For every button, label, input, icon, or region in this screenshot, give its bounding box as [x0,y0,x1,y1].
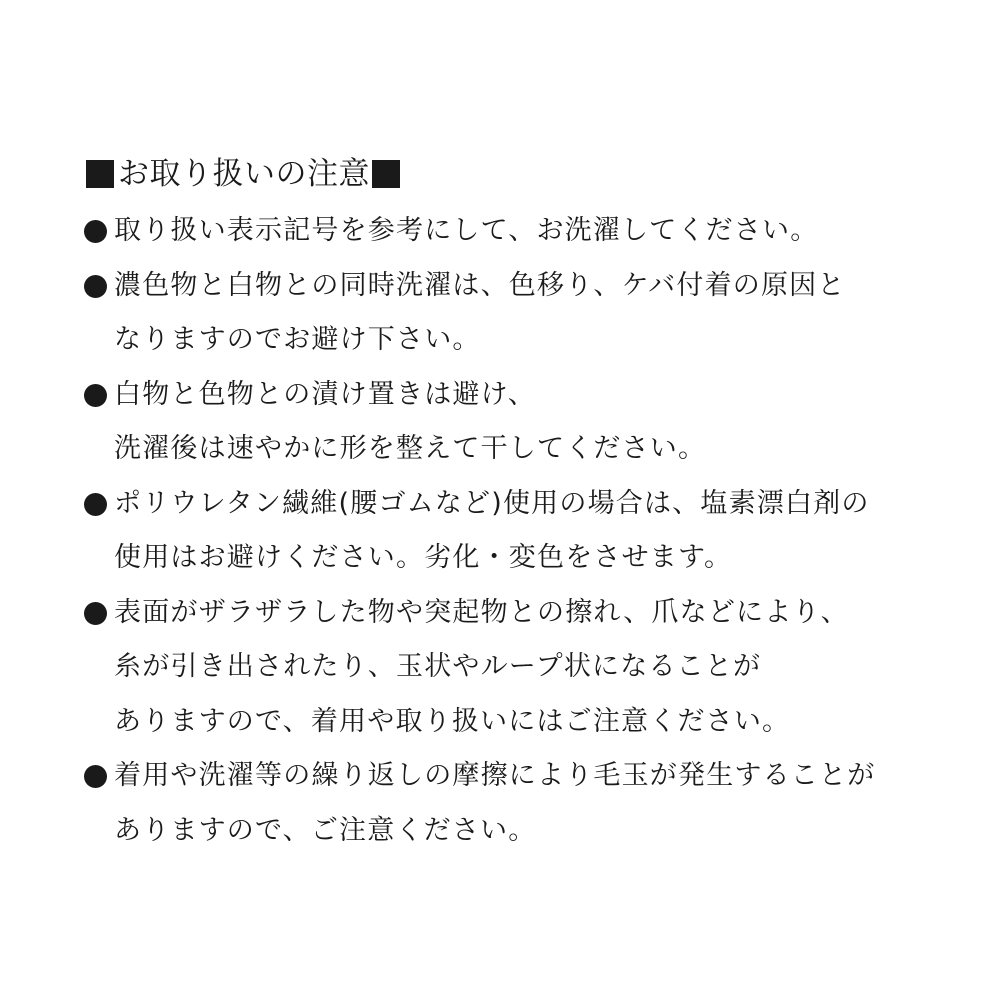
note-line: 着用や洗濯等の繰り返しの摩擦により毛玉が発生することが [114,760,876,791]
notice-title: お取り扱いの注意 [118,156,370,192]
list-item [84,477,964,586]
black-square-icon [86,160,114,188]
note-line: ありますので、着用や取り扱いにはご注意ください。 [114,705,791,737]
list-item [84,749,964,858]
note-line: なりますのでお避け下さい。 [114,324,481,355]
list-item [84,259,964,368]
bullet-icon [84,384,107,407]
notice-heading [84,148,964,200]
note-line: 洗濯後は速やかに形を整えて干してください。 [114,433,707,464]
note-line: 濃色物と白物との同時洗濯は、色移り、ケバ付着の原因と [114,269,846,301]
list-item [84,368,964,477]
notice-list [84,204,964,858]
bullet-icon [84,220,107,243]
note-line: 糸が引き出されたり、玉状やループ状になることが [114,651,762,682]
bullet-icon [84,493,107,516]
note-line: ありますので、ご注意ください。 [114,814,537,846]
care-notice [84,148,964,858]
bullet-icon [84,275,107,298]
note-line: 表面がザラザラした物や突起物との擦れ、爪などにより、 [114,596,849,628]
note-line: 使用はお避けください。劣化・変色をさせます。 [114,542,733,573]
black-square-icon [372,160,400,188]
bullet-icon [84,765,107,788]
bullet-icon [84,602,107,625]
list-item [84,586,964,750]
note-line: ポリウレタン繊維(腰ゴムなど)使用の場合は、塩素漂白剤の [114,487,870,519]
list-item [84,204,964,259]
note-line: 白物と色物との漬け置きは避け、 [114,378,536,410]
note-line: 取り扱い表示記号を参考にして、お洗濯してください。 [114,215,819,246]
